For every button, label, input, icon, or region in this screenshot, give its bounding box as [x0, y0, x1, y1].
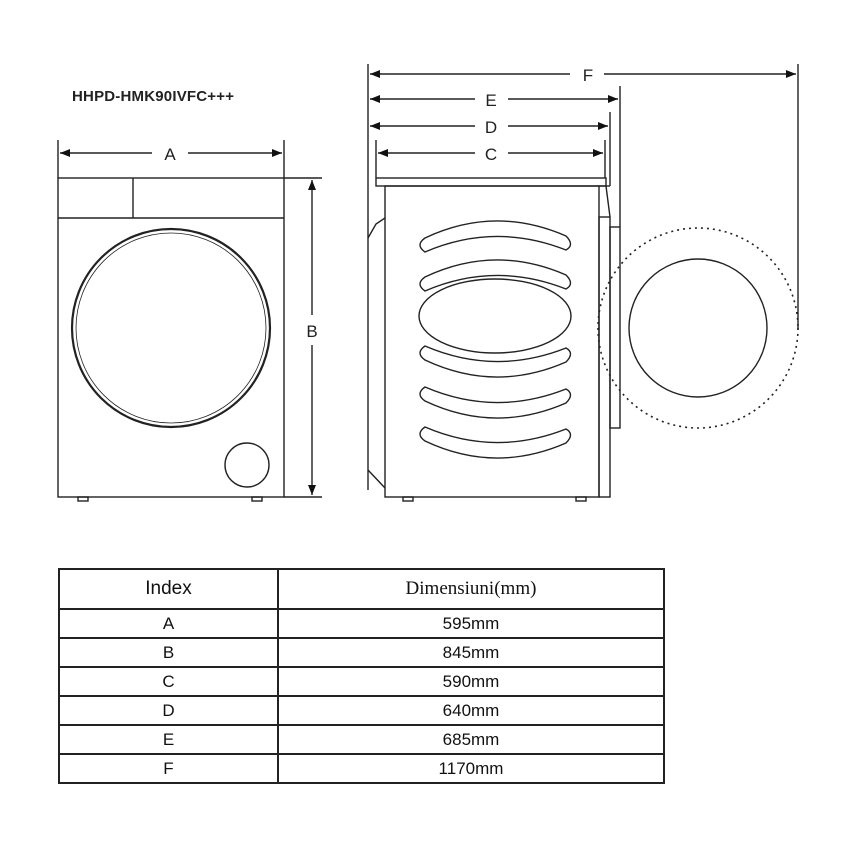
label-f: F: [582, 66, 594, 85]
table-row: [59, 667, 664, 696]
index-cell: E: [59, 725, 278, 754]
index-cell: D: [59, 696, 278, 725]
dimensions-table: [58, 568, 665, 784]
table-row: [59, 696, 664, 725]
index-cell: C: [59, 667, 278, 696]
table-row: [59, 609, 664, 638]
value-cell: 685mm: [278, 725, 664, 754]
value-cell: 845mm: [278, 638, 664, 667]
table-row: [59, 725, 664, 754]
index-cell: F: [59, 754, 278, 783]
label-b: B: [306, 322, 318, 341]
label-d: D: [484, 118, 498, 137]
value-cell: 640mm: [278, 696, 664, 725]
table-row: [59, 754, 664, 783]
side-view: [368, 64, 798, 501]
header-dimensions: Dimensiuni(mm): [278, 569, 664, 609]
label-e: E: [485, 91, 497, 110]
label-a: A: [164, 145, 176, 164]
value-cell: 1170mm: [278, 754, 664, 783]
front-view: [58, 140, 322, 501]
index-cell: A: [59, 609, 278, 638]
value-cell: 590mm: [278, 667, 664, 696]
label-c: C: [484, 145, 498, 164]
table-header-row: [59, 569, 664, 609]
table-row: [59, 638, 664, 667]
value-cell: 595mm: [278, 609, 664, 638]
index-cell: B: [59, 638, 278, 667]
header-index: Index: [59, 569, 278, 609]
model-title: HHPD-HMK90IVFC+++: [72, 88, 235, 105]
